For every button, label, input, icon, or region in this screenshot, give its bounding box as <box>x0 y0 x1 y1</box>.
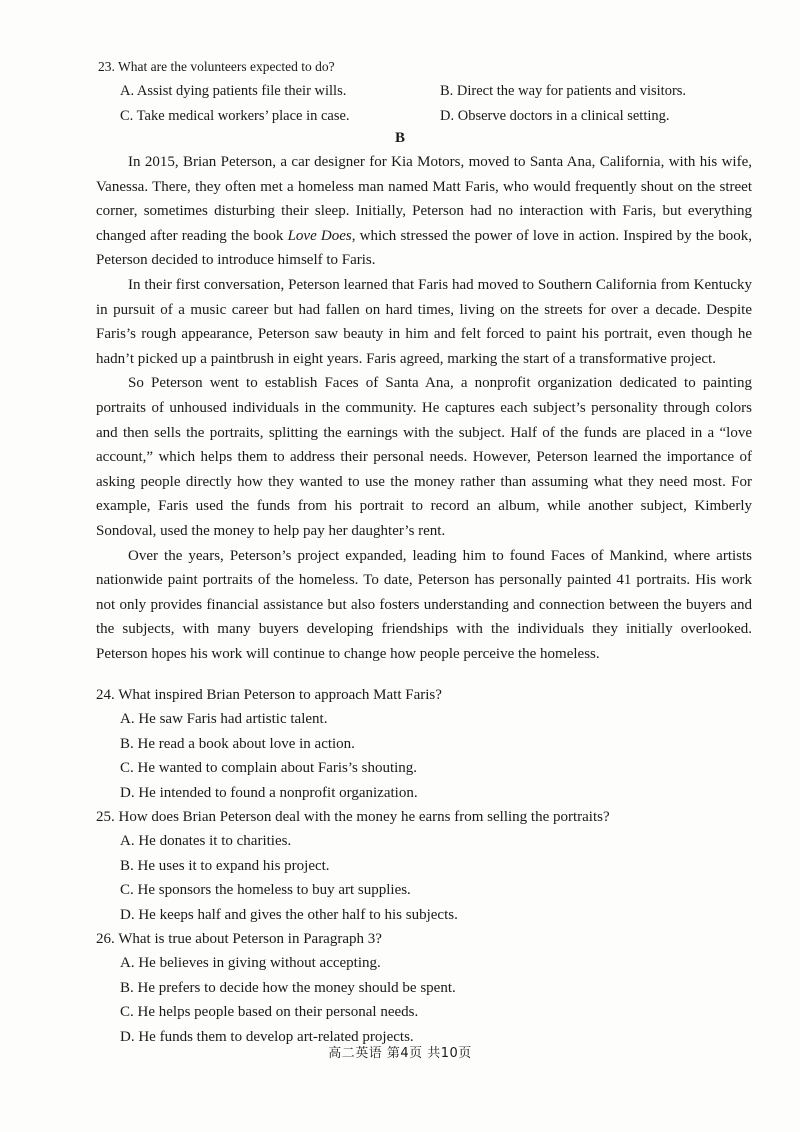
paragraph-2: In their first conversation, Peterson learned that Faris had moved to Southern California from Kentucky in pursuit of a music career but had fallen on hard times, living on the streets for over a decade. Despite Faris’s rough appearance, Peterson saw beauty in him and felt forced to paint his portrait, even though he hadn’t picked up a paintbrush in eight years. Faris agreed, marking the start of a transformative project. <box>96 276 752 367</box>
book-title: Love Does <box>287 227 352 244</box>
option-d: D. He keeps half and gives the other half to his subjects. <box>120 906 458 923</box>
paragraph-1 <box>96 150 752 273</box>
option-c: C. He helps people based on their personal needs. <box>120 1004 419 1021</box>
question-25 <box>96 805 756 927</box>
question-list <box>96 683 756 1049</box>
option-a: A. He donates it to charities. <box>120 833 292 850</box>
option-a: A. Assist dying patients file their wills. <box>120 83 347 99</box>
paragraph-3: So Peterson went to establish Faces of Santa Ana, a nonprofit organization dedicated to painting portraits of unhoused individuals in the community. He captures each subject’s personality through colors and then sells the portraits, splitting the earnings with the subject. Half of the funds are placed in a “love account,” which helps them to address their personal needs. However, Peterson learned the importance of asking people directly how they wanted to use the money rather than assuming what they need most. For example, Faris used the funds from his portrait to record an album, while another subject, Kimberly Sondoval, used the money to help pay her daughter’s rent. <box>96 375 752 539</box>
paragraph-4: Over the years, Peterson’s project expanded, leading him to found Faces of Mankind, where artists nationwide paint portraits of the homeless. To date, Peterson has personally painted 41 portraits. His work not only provides financial assistance but also fosters understanding and connection between the buyers and the subjects, with many buyers developing friendships with the individuals they initially overlooked. Peterson hopes his work will continue to change how people perceive the homeless. <box>96 547 752 662</box>
option-b: B. He read a book about love in action. <box>120 735 355 752</box>
paragraph-1-text-a: In 2015, Brian Peterson, a car designer for Kia Motors, moved to Santa Ana, California, with his wife, Vanessa. There, they often met a homeless man named Matt Faris, who would frequently shout on the street corner, sometimes disturbing their sleep. Initially, Peterson had no interaction with Faris, but everything changed after reading the book <box>96 154 752 244</box>
option-d: D. Observe doctors in a clinical setting. <box>440 108 670 124</box>
question-stem: 26. What is true about Peterson in Paragraph 3? <box>96 931 382 948</box>
option-d: D. He intended to found a nonprofit organization. <box>120 784 418 801</box>
question-stem: 25. How does Brian Peterson deal with the money he earns from selling the portraits? <box>96 809 610 826</box>
option-b: B. He uses it to expand his project. <box>120 857 330 874</box>
option-c: C. Take medical workers’ place in case. <box>120 108 350 124</box>
question-23 <box>98 56 738 127</box>
question-stem: 24. What inspired Brian Peterson to approach Matt Faris? <box>96 687 442 703</box>
page-footer: 高二英语 第4页 共10页 <box>328 1046 472 1061</box>
paragraph-1-text-b: , which stressed the power of love in action. Inspired by the book, Peterson decided to introduce himself to Faris. <box>96 227 752 269</box>
option-a: A. He saw Faris had artistic talent. <box>120 711 328 728</box>
option-c: C. He sponsors the homeless to buy art supplies. <box>120 882 411 899</box>
option-a: A. He believes in giving without accepting. <box>120 955 381 972</box>
option-b: B. He prefers to decide how the money should be spent. <box>120 979 456 996</box>
reading-passage <box>96 150 752 666</box>
section-label: B <box>394 130 405 146</box>
question-24 <box>96 683 756 805</box>
option-d: D. He funds them to develop art-related projects. <box>120 1028 414 1045</box>
options-grid <box>98 80 738 127</box>
question-26 <box>96 927 756 1049</box>
option-b: B. Direct the way for patients and visitors. <box>440 83 687 99</box>
question-stem: 23. What are the volunteers expected to do? <box>98 59 335 74</box>
option-c: C. He wanted to complain about Faris’s shouting. <box>120 760 418 777</box>
